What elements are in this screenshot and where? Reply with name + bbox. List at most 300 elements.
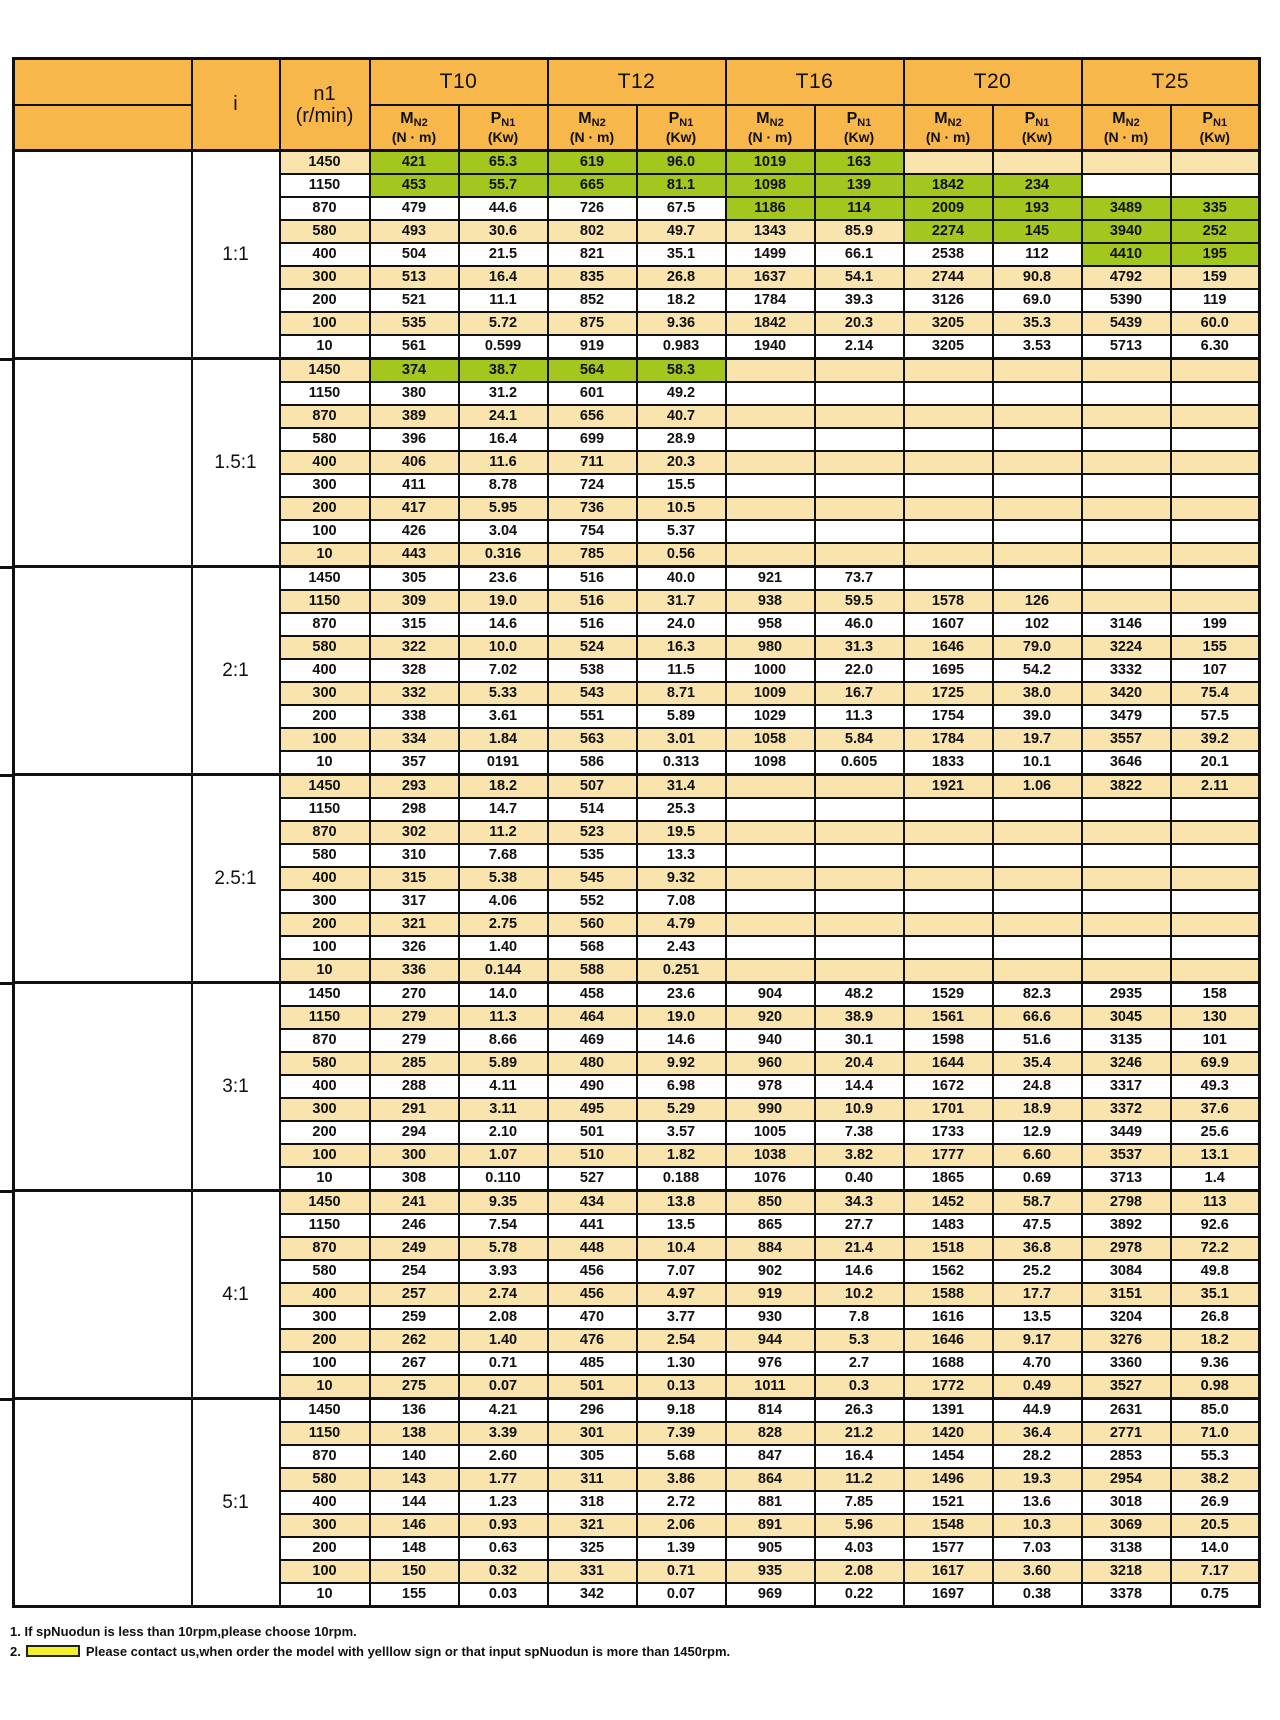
- power-value-cell: 199: [1171, 613, 1260, 636]
- power-value-cell: 58.7: [993, 1191, 1082, 1215]
- torque-value-cell: 140: [370, 1445, 459, 1468]
- torque-value-cell: 905: [726, 1537, 815, 1560]
- torque-value-cell: 656: [548, 405, 637, 428]
- power-value-cell: 72.2: [1171, 1237, 1260, 1260]
- corner-cell-bottom: [14, 105, 192, 151]
- torque-value-cell: 1784: [904, 728, 993, 751]
- power-value-cell: 14.6: [637, 1029, 726, 1052]
- n1-speed-cell: 1150: [280, 382, 370, 405]
- torque-value-cell: 538: [548, 659, 637, 682]
- torque-value-cell: 2935: [1082, 983, 1171, 1007]
- n1-speed-cell: 1450: [280, 567, 370, 591]
- torque-value-cell: 421: [370, 151, 459, 175]
- n1-speed-cell: 400: [280, 1491, 370, 1514]
- n1-speed-cell: 1150: [280, 590, 370, 613]
- torque-value-cell: 1420: [904, 1422, 993, 1445]
- torque-value-cell: [904, 151, 993, 175]
- torque-subheader-t10: MN2 (N · m): [370, 105, 459, 151]
- torque-value-cell: 241: [370, 1191, 459, 1215]
- torque-value-cell: 726: [548, 197, 637, 220]
- power-value-cell: 0.56: [637, 543, 726, 567]
- torque-value-cell: [726, 405, 815, 428]
- torque-value-cell: 935: [726, 1560, 815, 1583]
- power-value-cell: 2.11: [1171, 775, 1260, 799]
- power-value-cell: 7.85: [815, 1491, 904, 1514]
- torque-value-cell: 1646: [904, 636, 993, 659]
- power-value-cell: 47.5: [993, 1214, 1082, 1237]
- torque-value-cell: 1483: [904, 1214, 993, 1237]
- model-name-spacer-cell: [14, 567, 192, 775]
- power-value-cell: [993, 821, 1082, 844]
- torque-value-cell: 411: [370, 474, 459, 497]
- torque-value-cell: 406: [370, 451, 459, 474]
- torque-value-cell: 2798: [1082, 1191, 1171, 1215]
- torque-value-cell: 958: [726, 613, 815, 636]
- torque-value-cell: 501: [548, 1121, 637, 1144]
- torque-value-cell: [726, 821, 815, 844]
- power-value-cell: [815, 959, 904, 983]
- torque-value-cell: 426: [370, 520, 459, 543]
- power-value-cell: 73.7: [815, 567, 904, 591]
- power-value-cell: 35.1: [1171, 1283, 1260, 1306]
- torque-value-cell: 960: [726, 1052, 815, 1075]
- torque-value-cell: 588: [548, 959, 637, 983]
- speed-torque-rating-table: [12, 57, 1261, 1608]
- power-value-cell: [1171, 567, 1260, 591]
- power-value-cell: 155: [1171, 636, 1260, 659]
- power-value-cell: 5.89: [637, 705, 726, 728]
- power-value-cell: 4.06: [459, 890, 548, 913]
- power-value-cell: 19.0: [459, 590, 548, 613]
- power-value-cell: 5.72: [459, 312, 548, 335]
- power-value-cell: [1171, 890, 1260, 913]
- power-value-cell: 11.5: [637, 659, 726, 682]
- torque-value-cell: 1561: [904, 1006, 993, 1029]
- torque-value-cell: 3537: [1082, 1144, 1171, 1167]
- power-value-cell: [993, 936, 1082, 959]
- n1-speed-cell: 200: [280, 289, 370, 312]
- n1-speed-cell: 10: [280, 1583, 370, 1607]
- power-subheader-t16: PN1 (Kw): [815, 105, 904, 151]
- torque-value-cell: 336: [370, 959, 459, 983]
- torque-value-cell: 938: [726, 590, 815, 613]
- n1-speed-cell: 1150: [280, 1422, 370, 1445]
- footnote-2: 2. Please contact us,when order the model with yelllow sign or that input spNuodun is more than 1450rpm.: [10, 1644, 731, 1659]
- power-value-cell: 58.3: [637, 359, 726, 383]
- power-subheader-t25: PN1 (Kw): [1171, 105, 1260, 151]
- model-name-spacer-cell: [14, 1399, 192, 1607]
- power-value-cell: 7.03: [993, 1537, 1082, 1560]
- ratio-cell: 2:1: [192, 567, 280, 775]
- torque-value-cell: 443: [370, 543, 459, 567]
- torque-value-cell: [904, 497, 993, 520]
- power-value-cell: 2.74: [459, 1283, 548, 1306]
- power-value-cell: 0.313: [637, 751, 726, 775]
- torque-value-cell: [904, 936, 993, 959]
- n1-speed-cell: 10: [280, 751, 370, 775]
- torque-value-cell: 919: [548, 335, 637, 359]
- power-value-cell: 14.6: [459, 613, 548, 636]
- power-value-cell: 48.2: [815, 983, 904, 1007]
- torque-value-cell: 3527: [1082, 1375, 1171, 1399]
- torque-value-cell: [1082, 174, 1171, 197]
- n1-speed-cell: 1450: [280, 983, 370, 1007]
- torque-value-cell: 3378: [1082, 1583, 1171, 1607]
- n1-label: n1: [313, 82, 336, 105]
- n1-speed-cell: 300: [280, 266, 370, 289]
- power-value-cell: 0.32: [459, 1560, 548, 1583]
- power-value-cell: 16.4: [459, 428, 548, 451]
- power-value-cell: 11.2: [815, 1468, 904, 1491]
- torque-value-cell: 969: [726, 1583, 815, 1607]
- power-value-cell: 38.9: [815, 1006, 904, 1029]
- n1-speed-cell: 10: [280, 959, 370, 983]
- torque-value-cell: 802: [548, 220, 637, 243]
- torque-value-cell: 1688: [904, 1352, 993, 1375]
- power-value-cell: 49.7: [637, 220, 726, 243]
- power-value-cell: 38.2: [1171, 1468, 1260, 1491]
- torque-value-cell: 322: [370, 636, 459, 659]
- torque-value-cell: 434: [548, 1191, 637, 1215]
- ratio-cell: 2.5:1: [192, 775, 280, 983]
- torque-value-cell: 3205: [904, 312, 993, 335]
- power-value-cell: 9.18: [637, 1399, 726, 1423]
- torque-value-cell: 2853: [1082, 1445, 1171, 1468]
- power-value-cell: [1171, 867, 1260, 890]
- power-value-cell: 0.599: [459, 335, 548, 359]
- power-value-cell: 5.96: [815, 1514, 904, 1537]
- torque-value-cell: [904, 821, 993, 844]
- power-value-cell: 38.0: [993, 682, 1082, 705]
- torque-value-cell: 155: [370, 1583, 459, 1607]
- power-value-cell: 0.49: [993, 1375, 1082, 1399]
- power-value-cell: 2.43: [637, 936, 726, 959]
- torque-subheader-t25: MN2 (N · m): [1082, 105, 1171, 151]
- power-value-cell: 7.07: [637, 1260, 726, 1283]
- torque-value-cell: [1082, 959, 1171, 983]
- torque-value-cell: 2744: [904, 266, 993, 289]
- torque-value-cell: 480: [548, 1052, 637, 1075]
- power-value-cell: 20.3: [637, 451, 726, 474]
- power-value-cell: 13.8: [637, 1191, 726, 1215]
- torque-value-cell: 2771: [1082, 1422, 1171, 1445]
- torque-value-cell: 847: [726, 1445, 815, 1468]
- power-value-cell: 5.37: [637, 520, 726, 543]
- n1-speed-cell: 300: [280, 1306, 370, 1329]
- torque-value-cell: 560: [548, 913, 637, 936]
- n1-speed-cell: 580: [280, 1468, 370, 1491]
- power-value-cell: 35.1: [637, 243, 726, 266]
- torque-value-cell: [726, 959, 815, 983]
- power-value-cell: 0.71: [637, 1560, 726, 1583]
- power-value-cell: 0.98: [1171, 1375, 1260, 1399]
- torque-value-cell: 514: [548, 798, 637, 821]
- power-value-cell: 16.7: [815, 682, 904, 705]
- power-value-cell: 107: [1171, 659, 1260, 682]
- power-value-cell: 27.7: [815, 1214, 904, 1237]
- torque-value-cell: 1598: [904, 1029, 993, 1052]
- power-subheader-t20: PN1 (Kw): [993, 105, 1082, 151]
- power-value-cell: 40.0: [637, 567, 726, 591]
- power-value-cell: 10.3: [993, 1514, 1082, 1537]
- power-value-cell: [1171, 428, 1260, 451]
- power-value-cell: 10.0: [459, 636, 548, 659]
- power-value-cell: 31.2: [459, 382, 548, 405]
- torque-value-cell: 564: [548, 359, 637, 383]
- torque-value-cell: [904, 359, 993, 383]
- power-value-cell: 13.5: [637, 1214, 726, 1237]
- power-value-cell: 5.29: [637, 1098, 726, 1121]
- power-value-cell: 1.39: [637, 1537, 726, 1560]
- power-value-cell: 10.2: [815, 1283, 904, 1306]
- power-value-cell: 14.4: [815, 1075, 904, 1098]
- n1-speed-cell: 1450: [280, 1191, 370, 1215]
- torque-value-cell: 3372: [1082, 1098, 1171, 1121]
- power-value-cell: 3.77: [637, 1306, 726, 1329]
- power-value-cell: 5.84: [815, 728, 904, 751]
- power-value-cell: 16.4: [459, 266, 548, 289]
- n1-speed-cell: 870: [280, 1237, 370, 1260]
- n1-speed-cell: 300: [280, 890, 370, 913]
- n1-speed-cell: 1150: [280, 1006, 370, 1029]
- torque-value-cell: 535: [370, 312, 459, 335]
- torque-value-cell: [726, 775, 815, 799]
- power-value-cell: 7.17: [1171, 1560, 1260, 1583]
- power-value-cell: 20.1: [1171, 751, 1260, 775]
- torque-value-cell: [1082, 520, 1171, 543]
- power-value-cell: 0.40: [815, 1167, 904, 1191]
- power-value-cell: 21.2: [815, 1422, 904, 1445]
- power-value-cell: 44.9: [993, 1399, 1082, 1423]
- power-value-cell: 2.10: [459, 1121, 548, 1144]
- power-value-cell: 46.0: [815, 613, 904, 636]
- power-value-cell: 18.2: [1171, 1329, 1260, 1352]
- power-value-cell: 38.7: [459, 359, 548, 383]
- torque-value-cell: 3940: [1082, 220, 1171, 243]
- power-value-cell: [815, 543, 904, 567]
- table-body: [14, 151, 1260, 1607]
- power-value-cell: 4.97: [637, 1283, 726, 1306]
- power-value-cell: 2.06: [637, 1514, 726, 1537]
- torque-value-cell: 510: [548, 1144, 637, 1167]
- torque-value-cell: 821: [548, 243, 637, 266]
- torque-value-cell: 1577: [904, 1537, 993, 1560]
- torque-value-cell: 978: [726, 1075, 815, 1098]
- torque-value-cell: 921: [726, 567, 815, 591]
- power-value-cell: [993, 890, 1082, 913]
- torque-value-cell: [904, 913, 993, 936]
- torque-value-cell: 904: [726, 983, 815, 1007]
- power-value-cell: 0.144: [459, 959, 548, 983]
- power-value-cell: 8.66: [459, 1029, 548, 1052]
- power-value-cell: 82.3: [993, 983, 1082, 1007]
- torque-value-cell: 507: [548, 775, 637, 799]
- torque-value-cell: 469: [548, 1029, 637, 1052]
- power-value-cell: [1171, 405, 1260, 428]
- power-value-cell: 2.7: [815, 1352, 904, 1375]
- model-name-spacer-cell: [14, 359, 192, 567]
- power-value-cell: 3.93: [459, 1260, 548, 1283]
- power-value-cell: [993, 428, 1082, 451]
- power-value-cell: 57.5: [1171, 705, 1260, 728]
- power-value-cell: [1171, 174, 1260, 197]
- power-value-cell: 18.9: [993, 1098, 1082, 1121]
- torque-subheader-t16: MN2 (N · m): [726, 105, 815, 151]
- torque-value-cell: 545: [548, 867, 637, 890]
- power-value-cell: 3.61: [459, 705, 548, 728]
- torque-value-cell: 3317: [1082, 1075, 1171, 1098]
- torque-value-cell: 5439: [1082, 312, 1171, 335]
- power-value-cell: [815, 775, 904, 799]
- power-value-cell: 0.251: [637, 959, 726, 983]
- power-value-cell: 1.07: [459, 1144, 548, 1167]
- power-value-cell: 5.3: [815, 1329, 904, 1352]
- power-value-cell: 139: [815, 174, 904, 197]
- table-header: [14, 59, 1260, 151]
- torque-value-cell: 1529: [904, 983, 993, 1007]
- torque-value-cell: 1098: [726, 751, 815, 775]
- torque-value-cell: 665: [548, 174, 637, 197]
- model-header-t25: T25: [1082, 59, 1260, 105]
- power-value-cell: 1.23: [459, 1491, 548, 1514]
- power-value-cell: [815, 821, 904, 844]
- power-value-cell: 79.0: [993, 636, 1082, 659]
- power-subheader-t12: PN1 (Kw): [637, 105, 726, 151]
- torque-value-cell: 1518: [904, 1237, 993, 1260]
- n1-speed-cell: 300: [280, 682, 370, 705]
- power-value-cell: [1171, 936, 1260, 959]
- torque-value-cell: [1082, 474, 1171, 497]
- power-value-cell: [815, 382, 904, 405]
- torque-value-cell: [904, 890, 993, 913]
- power-value-cell: [1171, 359, 1260, 383]
- power-value-cell: 3.57: [637, 1121, 726, 1144]
- torque-value-cell: 1725: [904, 682, 993, 705]
- torque-value-cell: 143: [370, 1468, 459, 1491]
- torque-value-cell: 1607: [904, 613, 993, 636]
- ratio-cell: 5:1: [192, 1399, 280, 1607]
- torque-value-cell: 150: [370, 1560, 459, 1583]
- torque-value-cell: [726, 359, 815, 383]
- torque-value-cell: 513: [370, 266, 459, 289]
- torque-value-cell: 495: [548, 1098, 637, 1121]
- ratio-cell: 4:1: [192, 1191, 280, 1399]
- n1-speed-cell: 580: [280, 636, 370, 659]
- power-value-cell: [815, 798, 904, 821]
- power-value-cell: 0.69: [993, 1167, 1082, 1191]
- torque-value-cell: 2538: [904, 243, 993, 266]
- torque-value-cell: 864: [726, 1468, 815, 1491]
- torque-value-cell: [1082, 567, 1171, 591]
- torque-value-cell: 902: [726, 1260, 815, 1283]
- torque-value-cell: 300: [370, 1144, 459, 1167]
- power-value-cell: [993, 543, 1082, 567]
- torque-value-cell: 294: [370, 1121, 459, 1144]
- torque-value-cell: 1011: [726, 1375, 815, 1399]
- torque-value-cell: 3218: [1082, 1560, 1171, 1583]
- torque-value-cell: 3713: [1082, 1167, 1171, 1191]
- torque-value-cell: 754: [548, 520, 637, 543]
- power-value-cell: 4.11: [459, 1075, 548, 1098]
- power-value-cell: 10.5: [637, 497, 726, 520]
- n1-speed-cell: 400: [280, 1075, 370, 1098]
- torque-value-cell: 1842: [726, 312, 815, 335]
- power-value-cell: 25.2: [993, 1260, 1082, 1283]
- power-value-cell: 5.38: [459, 867, 548, 890]
- power-value-cell: 13.1: [1171, 1144, 1260, 1167]
- torque-value-cell: 850: [726, 1191, 815, 1215]
- power-value-cell: 24.1: [459, 405, 548, 428]
- torque-value-cell: 3332: [1082, 659, 1171, 682]
- group-separator-tick: [0, 774, 15, 777]
- power-value-cell: 25.3: [637, 798, 726, 821]
- power-value-cell: [815, 359, 904, 383]
- torque-value-cell: 136: [370, 1399, 459, 1423]
- power-value-cell: [815, 913, 904, 936]
- torque-value-cell: [904, 451, 993, 474]
- torque-value-cell: 3018: [1082, 1491, 1171, 1514]
- power-value-cell: 158: [1171, 983, 1260, 1007]
- torque-value-cell: 309: [370, 590, 459, 613]
- power-value-cell: 36.4: [993, 1422, 1082, 1445]
- power-value-cell: 44.6: [459, 197, 548, 220]
- model-header-t20: T20: [904, 59, 1082, 105]
- power-value-cell: 1.77: [459, 1468, 548, 1491]
- torque-value-cell: 262: [370, 1329, 459, 1352]
- torque-value-cell: 315: [370, 867, 459, 890]
- torque-value-cell: 318: [548, 1491, 637, 1514]
- model-name-spacer-cell: [14, 983, 192, 1191]
- torque-value-cell: 3084: [1082, 1260, 1171, 1283]
- power-value-cell: 20.5: [1171, 1514, 1260, 1537]
- power-value-cell: 37.6: [1171, 1098, 1260, 1121]
- power-value-cell: 0.983: [637, 335, 726, 359]
- power-value-cell: 101: [1171, 1029, 1260, 1052]
- power-value-cell: 0.13: [637, 1375, 726, 1399]
- torque-value-cell: 3045: [1082, 1006, 1171, 1029]
- power-value-cell: 0.188: [637, 1167, 726, 1191]
- torque-value-cell: 3205: [904, 335, 993, 359]
- power-value-cell: 65.3: [459, 151, 548, 175]
- torque-value-cell: 1672: [904, 1075, 993, 1098]
- torque-value-cell: 479: [370, 197, 459, 220]
- power-value-cell: 39.3: [815, 289, 904, 312]
- torque-value-cell: 552: [548, 890, 637, 913]
- power-value-cell: 1.4: [1171, 1167, 1260, 1191]
- torque-value-cell: 146: [370, 1514, 459, 1537]
- power-value-cell: 114: [815, 197, 904, 220]
- torque-value-cell: 1772: [904, 1375, 993, 1399]
- power-value-cell: 85.0: [1171, 1399, 1260, 1423]
- torque-value-cell: 464: [548, 1006, 637, 1029]
- torque-value-cell: 561: [370, 335, 459, 359]
- power-value-cell: 0.07: [459, 1375, 548, 1399]
- n1-speed-cell: 1450: [280, 775, 370, 799]
- power-value-cell: 0.38: [993, 1583, 1082, 1607]
- torque-value-cell: 881: [726, 1491, 815, 1514]
- power-value-cell: [993, 497, 1082, 520]
- torque-value-cell: 3069: [1082, 1514, 1171, 1537]
- power-value-cell: 2.54: [637, 1329, 726, 1352]
- power-value-cell: 11.1: [459, 289, 548, 312]
- power-value-cell: 7.38: [815, 1121, 904, 1144]
- torque-value-cell: 1617: [904, 1560, 993, 1583]
- torque-value-cell: 485: [548, 1352, 637, 1375]
- power-value-cell: 3.04: [459, 520, 548, 543]
- power-value-cell: 2.60: [459, 1445, 548, 1468]
- power-value-cell: [1171, 844, 1260, 867]
- torque-value-cell: 267: [370, 1352, 459, 1375]
